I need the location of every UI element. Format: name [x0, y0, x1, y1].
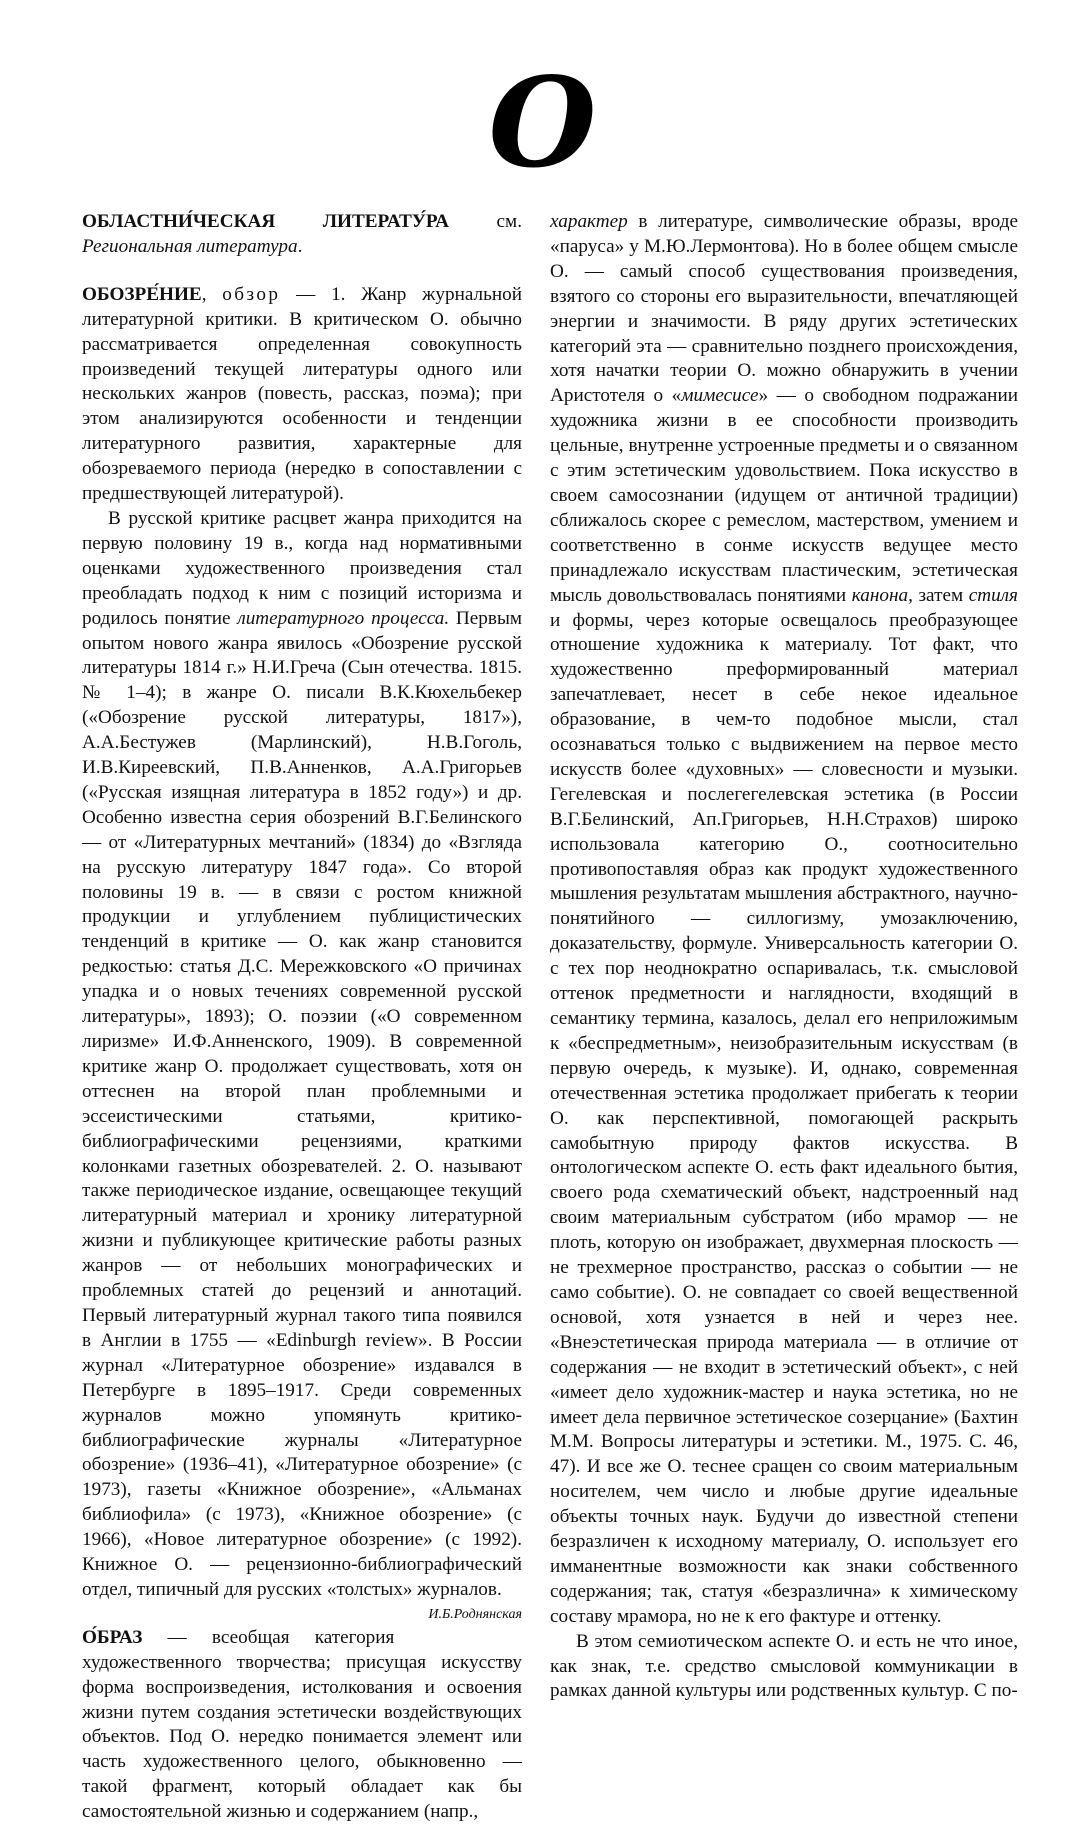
- entry-obozrenie: [82, 283, 522, 507]
- cross-reference-link[interactable]: литературного процесса.: [237, 607, 450, 629]
- punctuation: ,: [201, 283, 223, 305]
- paragraph-text: Первым опытом нового жанра явилось «Обозрение русской литературы 1814 г.» Н.И.Греча (Сын отечества. 1815. № 1–4); в жанре О. писали В.К.Кюхельбекер («Обозрение русской литературы, 1817»), А.А.Бестужев (Марлинский), Н.В.Гоголь, И.В.Киреевский, П.В.Анненков, А.А.Григорьев («Русская изящная литература в 1852 году») и др. Особенно известна серия обозрений В.Г.Белинского — от «Литературных мечтаний» (1834) до «Взгляда на русскую литературу 1847 года». Со второй половины 19 в. — в связи с ростом книжной продукции и углублением публицистических тенденций в критике — О. как жанр становится редкостью: статья Д.С. Мережковского «О причинах упадка и о новых течениях современной русской литературы», 1893); О. поэзии («О современном лиризме» И.Ф.Анненского, 1909). В современной критике жанр О. продолжает существовать, хотя он оттеснен на второй план проблемными и эссеистическими статьями, критико-библиографическими рецензиями, краткими колонками газетных обозревателей. 2. О. называют также периодическое издание, освещающее текущий литературный материал и хронику литературной жизни и публикующее критические работы разных жанров — от небольших монографических и проблемных статей до рецензий и аннотаций. Первый литературный журнал такого типа появился в Англии в 1755 — «Edinburgh review». В России журнал «Литературное обозрение» издавался в Петербурге в 1895–1917. Среди современных журналов можно упомянуть критико-библиографические журналы «Литературное обозрение» (1936–41), «Литературное обозрение» (с 1973), газеты «Книжное обозрение», «Альманах библиофила» (с 1973), «Книжное обозрение» (с 1966), «Новое литературное обозрение» (с 1992). Книжное О. — рецензионно-библиографический отдел, типичный для русских «толстых» журналов.: [82, 607, 522, 1600]
- section-letter: О: [488, 51, 597, 196]
- cross-reference-link[interactable]: стиля: [968, 584, 1018, 606]
- entry-obraz-continued: [550, 210, 1018, 1630]
- cross-reference-link[interactable]: характер: [550, 211, 628, 232]
- right-column: [550, 210, 1018, 1704]
- punctuation: .: [297, 235, 303, 257]
- headword: ОБЛАСТНИ́ЧЕСКАЯ ЛИТЕРАТУ́РА: [82, 211, 449, 232]
- paragraph-text: в литературе, символические образы, вроде «паруса» у М.Ю.Лермонтова). Но в более общем смысле О. — самый способ существования произведения, взятого со стороны его выразительности, впечатляющей энергии и значимости. В ряду других эстетических категорий эта — сравнительно позднего происхождения, хотя начатки теории О. можно обнаружить в учении Аристотеля о «: [550, 211, 1018, 407]
- entry-oblastnicheskaya: [82, 210, 522, 260]
- author-signature: И.Б.Роднянская: [428, 1606, 522, 1622]
- cross-reference-link[interactable]: канона,: [851, 584, 913, 606]
- entry-obozrenie-paragraph: [82, 507, 522, 1622]
- entry-obraz: [82, 1626, 522, 1825]
- left-column: [82, 210, 522, 1825]
- entry-obraz-paragraph: В этом семиотическом аспекте О. и есть не что иное, как знак, т.е. средство смысловой коммуникации в рамках данной культуры или родственных культур. С по-: [550, 1630, 1018, 1702]
- headword: ОБОЗРЕ́НИЕ: [82, 283, 202, 305]
- paragraph-text: — 1. Жанр журнальной литературной критики. В критическом О. обычно рассматривается определенная совокупность произведений текущей литературы одного или нескольких жанров (повесть, рассказ, поэма); при этом анализируются особенности и тенденции литературного развития, характерные для обозреваемого периода (нередко в сопоставлении с предшествующей литературой).: [82, 283, 522, 505]
- paragraph-text: — всеобщая категория художественного творчества; присущая искусству форма воспроизведения, истолкования и освоения жизни путем создания эстетически воздействующих объектов. Под О. нередко понимается элемент или часть художественного целого, обыкновенно — такой фрагмент, который обладает как бы самостоятельной жизнью и содержанием (напр.,: [82, 1626, 522, 1823]
- see-text: см.: [449, 211, 522, 232]
- paragraph-text: В русской критике расцвет жанра приходится на первую половину 19 в., когда над нормативными оценками художественного произведения стал преобладать подход к ним с позиций историзма и родилось понятие: [82, 507, 522, 629]
- paragraph-text: и формы, через которые освещалось преобразующее отношение художника к материалу. Тот факт, что художественно преформированный материал запечатлевает, несет в себе некое идеальное образование, в чем-то подобное мысли, стал осознаваться только с выдвижением на первое место искусств более «духовных» — словесности и музыки. Гегелевская и послегегелевская эстетика (в России В.Г.Белинский, Ап.Григорьев, Н.Н.Страхов) широко использовала категорию О., соотносительно противопоставляя образ как продукт художественного мышления результатам мышления абстрактного, научно-понятийного — силлогизму, умозаключению, доказательству, формуле. Универсальность категории О. с тех пор неоднократно оспаривалась, т.к. смысловой оттенок предметности и наглядности, входящий в семантику термина, казалось, делал его неприложимым к «беспредметным», неизобразительным искусствам (в первую очередь, к музыке). И, однако, современная отечественная эстетика продолжает прибегать к теории О. как перспективной, помогающей раскрыть самобытную природу фактов искусства. В онтологическом аспекте О. есть факт идеального бытия, своего рода схематический объект, надстроенный над своим материальным субстратом (ибо мрамор — не плоть, которую он изображает, двухмерная плоскость — не трехмерное пространство, рассказ о событии — не само событие). О. не совпадает со своей вещественной основой, хотя узнается в ней и через нее. «Внеэстетическая природа материала — в отличие от содержания — не входит в эстетический объект», с ней «имеет дело художник-мастер и наука эстетика, но не имеет дела первичное эстетическое созерцание» (Бахтин М.М. Вопросы литературы и эстетики. М., 1975. С. 46, 47). И все же О. теснее сращен со своим материальным носителем, чем число и любые другие идеальные объекты точных наук. Будучи до известной степени безразличен к исходному материалу, О. использует его имманентные возможности как знаки собственного содержания; так, статуя «безразлична» к химическому составу мрамора, но не к его фактуре и оттенку.: [550, 609, 1018, 1627]
- headword: О́БРАЗ: [82, 1626, 143, 1648]
- cross-reference-link[interactable]: мимесисе: [681, 385, 759, 407]
- paragraph-text: затем: [912, 584, 969, 606]
- cross-reference-link[interactable]: Региональная литература: [82, 235, 298, 257]
- paragraph-text: » — о свободном подражании художника жизни в ее способности производить цельные, внутренне устроенные предметы и о связанном с этим эстетическим удовольствием. Пока искусство в своем самосознании (идущем от античной традиции) сближалось скорее с ремеслом, мастерством, умением и соответственно в сонме искусств ведущее место принадлежало искусствам пластическим, эстетическая мысль довольствовалась понятиями: [550, 385, 1018, 606]
- spaced-synonym: обзор: [222, 283, 281, 305]
